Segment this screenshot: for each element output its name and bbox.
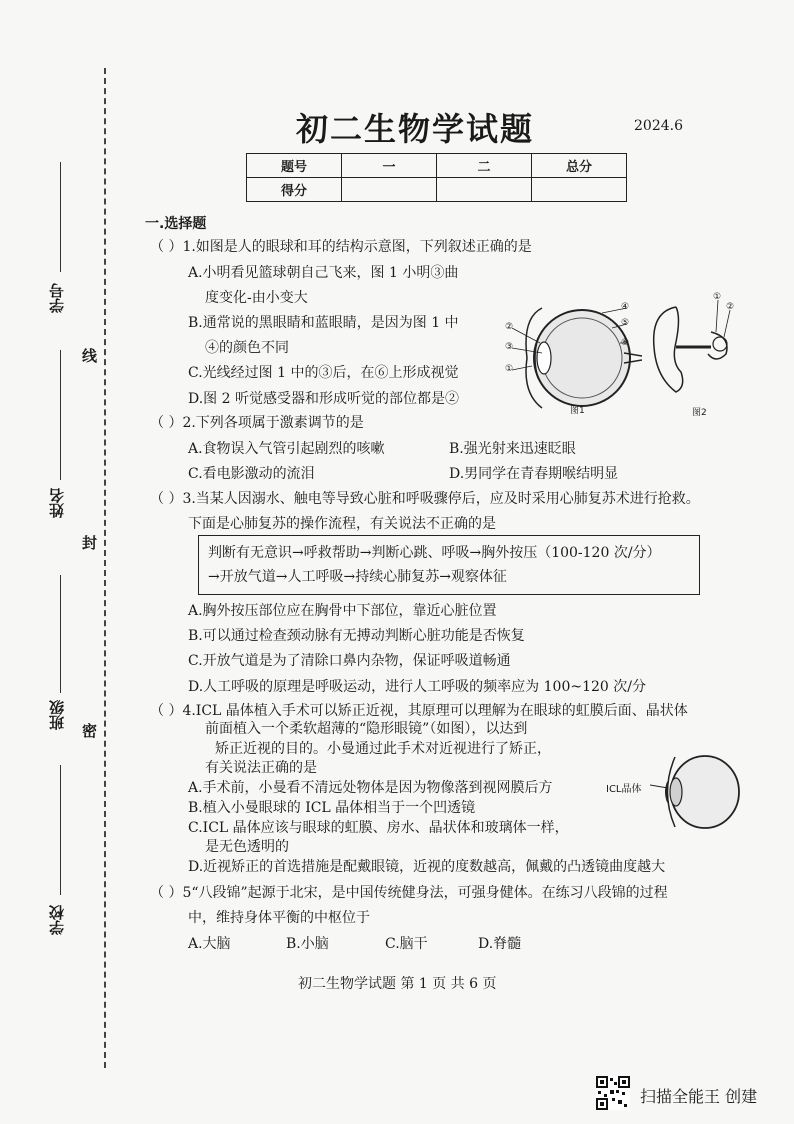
- q4-stem-cont3: 有关说法正确的是: [205, 760, 317, 776]
- score-table: [246, 153, 627, 202]
- fig1-label: ⑥: [621, 338, 630, 348]
- seal-char-seal: 封: [82, 534, 98, 552]
- fig2-label: ②: [726, 302, 735, 312]
- score-table-header-row: [247, 154, 627, 178]
- q3-stem: （ ）3.当某人因溺水、触电等导致心脏和呼吸骤停后，应及时采用心肺复苏术进行抢救。: [150, 491, 700, 507]
- q3-option-a: A.胸外按压部位应在胸骨中下部位，靠近心脏位置: [188, 603, 497, 619]
- score-table-score-row: [247, 178, 627, 202]
- q4-stem-cont2: 矫正近视的目的。小曼通过此手术对近视进行了矫正，: [215, 741, 551, 757]
- fig1-label: ④: [621, 302, 630, 312]
- q2-option-c: C.看电影激动的流泪: [188, 466, 315, 482]
- page-footer: 初二生物学试题 第 1 页 共 6 页: [298, 976, 497, 992]
- fig1-caption: 图1: [570, 406, 585, 416]
- class-line: [60, 575, 61, 693]
- q1-option-a: A.小明看见篮球朝自己飞来，图 1 小明③曲: [188, 265, 459, 281]
- scanner-watermark: 扫描全能王 创建: [640, 1087, 758, 1106]
- score-cell: 二: [437, 154, 532, 178]
- q1-option-b-cont: ④的颜色不同: [205, 340, 289, 356]
- icl-eye-diagram: [650, 752, 740, 832]
- score-cell: 一: [342, 154, 437, 178]
- q5-option-a: A.大脑: [188, 936, 231, 952]
- q5-stem-cont: 中，维持身体平衡的中枢位于: [188, 910, 370, 926]
- eye-diagram: [502, 298, 642, 418]
- class-label: 班级: [48, 700, 66, 730]
- q1-option-d: D.图 2 听觉感受器和形成听觉的部位都是②: [188, 391, 459, 407]
- student-no-label: 学号: [48, 283, 66, 313]
- q4-option-c: C.ICL 晶体应该与眼球的虹膜、房水、晶状体和玻璃体一样，: [188, 820, 569, 836]
- q3-option-c: C.开放气道是为了清除口鼻内杂物，保证呼吸道畅通: [188, 653, 511, 669]
- q1-option-c: C.光线经过图 1 中的③后，在⑥上形成视觉: [188, 365, 459, 381]
- score-cell: 题号: [247, 154, 342, 178]
- q4-option-b: B.植入小曼眼球的 ICL 晶体相当于一个凹透镜: [188, 800, 476, 816]
- seal-char-line: 线: [82, 347, 98, 365]
- fig1-label: ①: [505, 364, 514, 374]
- q1-stem: （ ）1.如图是人的眼球和耳的结构示意图，下列叙述正确的是: [150, 239, 532, 255]
- q5-option-b: B.小脑: [286, 936, 329, 952]
- exam-date: 2024.6: [634, 118, 683, 134]
- q5-option-d: D.脊髓: [478, 936, 522, 952]
- q4-option-c-cont: 是无色透明的: [205, 839, 289, 855]
- school-label: 学校: [48, 905, 66, 935]
- q1-option-a-cont: 度变化-由小变大: [205, 290, 308, 306]
- fig1-label: ②: [505, 322, 514, 332]
- name-line: [60, 350, 61, 480]
- score-cell: 总分: [532, 154, 627, 178]
- icl-label: ICL晶体: [606, 784, 642, 795]
- fig2-label: ①: [713, 292, 722, 302]
- cpr-flow-line2: →开放气道→人工呼吸→持续心肺复苏→观察体征: [208, 569, 507, 585]
- name-label: 姓名: [48, 488, 66, 518]
- q2-option-a: A.食物误入气管引起剧烈的咳嗽: [188, 441, 385, 457]
- q5-stem: （ ）5“八段锦”起源于北宋，是中国传统健身法，可强身健体。在练习八段锦的过程: [150, 885, 668, 901]
- q4-option-d: D.近视矫正的首选措施是配戴眼镜，近视的度数越高，佩戴的凸透镜曲度越大: [188, 859, 666, 875]
- page-title: 初二生物学试题: [296, 110, 535, 148]
- score-input-cell: [532, 178, 627, 202]
- fig1-label: ③: [505, 342, 514, 352]
- seal-char-secret: 密: [82, 722, 98, 740]
- qr-code-icon: [596, 1076, 630, 1110]
- q4-stem: （ ）4.ICL 晶体植入手术可以矫正近视，其原理可以理解为在眼球的虹膜后面、晶状体: [150, 703, 688, 719]
- fig1-label: ⑤: [621, 318, 630, 328]
- q2-option-b: B.强光射来迅速眨眼: [449, 441, 576, 457]
- q3-stem-cont: 下面是心肺复苏的操作流程，有关说法不正确的是: [188, 516, 496, 532]
- q1-option-b: B.通常说的黑眼睛和蓝眼睛，是因为图 1 中: [188, 315, 459, 331]
- binding-dashed-line: [104, 68, 106, 1068]
- q4-option-a: A.手术前，小曼看不清远处物体是因为物像落到视网膜后方: [188, 780, 553, 796]
- fig2-caption: 图2: [692, 408, 707, 418]
- school-line: [60, 765, 61, 895]
- q2-stem: （ ）2.下列各项属于激素调节的是: [150, 415, 364, 431]
- q3-option-b: B.可以通过检查颈动脉有无搏动判断心脏功能是否恢复: [188, 628, 525, 644]
- score-cell: 得分: [247, 178, 342, 202]
- score-input-cell: [342, 178, 437, 202]
- q3-option-d: D.人工呼吸的原理是呼吸运动，进行人工呼吸的频率应为 100~120 次/分: [188, 679, 646, 695]
- section-heading: 一.选择题: [145, 216, 207, 232]
- score-input-cell: [437, 178, 532, 202]
- cpr-flow-line1: 判断有无意识→呼救帮助→判断心跳、呼吸→胸外按压（100-120 次/分）: [208, 545, 661, 561]
- q5-option-c: C.脑干: [385, 936, 428, 952]
- q4-stem-cont: 前面植入一个柔软超薄的“隐形眼镜”（如图），以达到: [205, 721, 528, 737]
- q2-option-d: D.男同学在青春期喉结明显: [449, 466, 619, 482]
- student-no-line: [60, 162, 61, 272]
